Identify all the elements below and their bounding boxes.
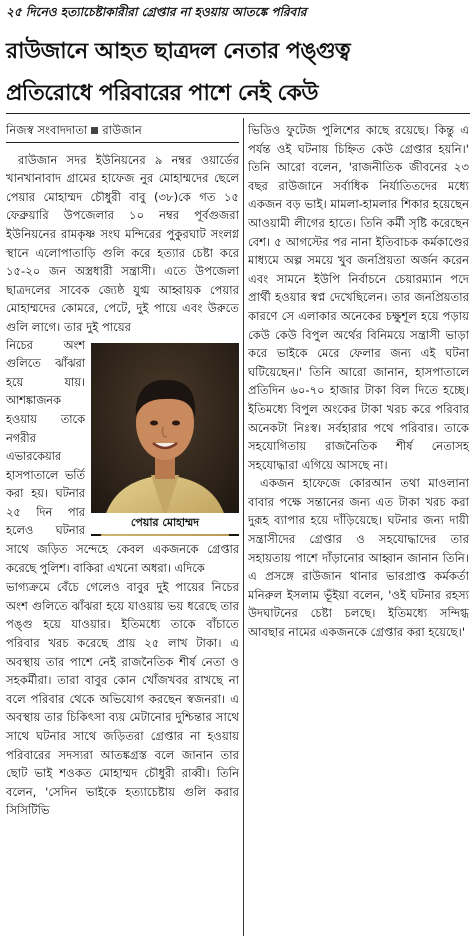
article-photo — [91, 343, 239, 536]
portrait-photo — [91, 343, 239, 536]
headline-line-2: প্রতিরোধে পরিবারের পাশে নেই কেউ — [6, 81, 318, 106]
byline — [6, 121, 239, 140]
column-divider — [243, 118, 244, 936]
byline-source: নিজস্ব সংবাদদাতা — [6, 123, 88, 137]
article-paragraph: ভিডিও ফুটেজ পুলিশের কাছে রয়েছে। কিন্তু এ পর্যন্ত ওই ঘটনায় চিহ্নিত কেউ গ্রেপ্তার হয়নি।' তিনি আরো বলেন, 'রাজনীতিক জীবনের ২৩ বছর রাউজানে সর্বাধিক নির্যাতিতদের মধ্যে একজন বড় ভাই। মামলা-হামলার শিকার হয়েছেন আওয়ামী লীগের হাতে। তিনি কর্মী সৃষ্টি করেছেন বেশ। ৫ আগস্টের পর নানা ইতিবাচক কর্মকাণ্ডের মাধ্যমে অল্প সময়ে খুব জনপ্রিয়তা অর্জন করেন এবং সামনে ইউপি নির্বাচনে চেয়ারম্যান পদে প্রার্থী হওয়ার স্বপ্ন দেখেছিলেন। তার জনপ্রিয়তার কারণে সে এলাকার অনেকের চক্ষুশূল হয়ে পড়ায় কেউ কেউ বিপুল অর্থের বিনিময়ে সন্ত্রাসী ভাড়া করে ভাইকে মেরে ফেলার জন্য এই ঘটনা ঘটিয়েছেন।' তিনি আরো জানান, হাসপাতালে প্রতিদিন ৬০-৭০ হাজার টাকা বিল দিতে হচ্ছে। ইতিমধ্যে বিপুল অংকের টাকা খরচ করে পরিবার অনেকটা নিঃস্ব। সর্বহারার পথে পরিবার। তাকে সহযোগিতায় রাজনৈতিক শীর্ষ নেতাসহ সহযোদ্ধারা এগিয়ে আসছে না। — [248, 123, 469, 472]
headline-line-1: রাউজানে আহত ছাত্রদল নেতার পঙ্গুত্ব — [6, 39, 351, 64]
article-paragraph: নিচের অংশ গুলিতে ঝাঁঝরা হয়ে যায়। আশঙ্কাজনক হওয়ায় তাকে নগরীর এভারকেয়ার হাসপাতালে ভর্তি করা হয়। ঘটনার ২৫ দিন পার হলেও ঘটনার সাথে জড়িত সন্দেহে কেবল একজনকে গ্রেপ্তার করেছে পুলিশ। বাকিরা এখনো অধরা। এদিকে — [6, 338, 239, 575]
article-column-right — [248, 121, 469, 642]
article-paragraph: একজন হাফেজে কোরআন তথা মাওলানা বাবার পক্ষে সন্তানের জন্য এত টাকা খরচ করা দুরূহ ব্যাপার হয়ে দাঁড়িয়েছে। ঘটনার জন্য দায়ী সন্ত্রাসীদের গ্রেপ্তার ও সহযোদ্ধাদের তার সহায়তায় পাশে দাঁড়ানোর আহ্বান জানান তিনি। এ প্রসঙ্গে রাউজান থানার ভারপ্রাপ্ত কর্মকর্তা মনিরুল ইসলাম ভূঁইয়া বলেন, 'ওই ঘটনার রহস্য উদঘাটনের চেষ্টা চলছে। ইতিমধ্যে সন্দিগ্ধ আবছার নামের একজনকে গ্রেপ্তার করা হয়েছে।' — [248, 476, 469, 640]
byline-divider — [6, 142, 239, 143]
byline-place: রাউজান — [102, 123, 142, 137]
byline-separator-square — [91, 127, 98, 134]
article-paragraph: ভাগ্যক্রমে বেঁচে গেলেও বাবুর দুই পায়ের নিচের অংশ গুলিতে ঝাঁঝরা হয়ে যাওয়ায় ভয় ধরেছে তার পঙ্গু হয়ে যাওয়ার। ইতিমধ্যে তাকে বাঁচাতে পরিবার খরচ করেছে প্রায় ২৫ লাখ টাকা। এ অবস্থায় তার পাশে নেই রাজনৈতিক শীর্ষ নেতা ও সহকর্মীরা। তারা বাবুর কোন খোঁজখবর রাখছে না বলে পরিবার থেকে অভিযোগ করছেন স্বজনরা। এ অবস্থায় তার চিকিৎসা ব্যয় মেটানোর দুশ্চিন্তার সাথে সাথে ঘটনার সাথে জড়িতরা গ্রেপ্তার না হওয়ায় পরিবারের সদস্যরা আতঙ্কগ্রস্ত বলে জানান তার ছোট ভাই শওকত মোহাম্মদ চৌধুরী রাব্বী। তিনি বলেন, 'সেদিন ভাইকে হত্যাচেষ্টায় গুলি করার সিসিটিভি — [6, 580, 239, 818]
article-text-block — [6, 151, 239, 820]
article-column-left — [6, 121, 239, 820]
article-paragraph: রাউজান সদর ইউনিয়নের ৯ নম্বর ওয়ার্ডের খানখানাবাদ গ্রামের হাফেজ নুর মোহাম্মদের ছেলে পেয়ার মোহাম্মদ চৌধুরী বাবু (৩৮)কে গত ১৫ ফেব্রুয়ারি উপজেলার ১০ নম্বর পূর্বগুজরা ইউনিয়নের রামকৃষ্ণ সংঘ মন্দিরের পুকুরঘাট সংলগ্ন স্থানে এলোপাতাড়ি গুলি করে হত্যার চেষ্টা করে ১৫-২০ জন অস্ত্রধারী সন্ত্রাসী। এতে উপজেলা ছাত্রদলের সাবেক জ্যেষ্ঠ যুগ্ম আহ্বায়ক পেয়ার মোহাম্মদের কোমরে, পেটে, দুই পায়ে এবং উরুতে গুলি লাগে। তার দুই পায়ের — [6, 152, 239, 334]
kicker-subheadline: ২৫ দিনেও হত্যাচেষ্টাকারীরা গ্রেপ্তার না হওয়ায় আতঙ্কে পরিবার — [6, 5, 307, 19]
photo-wrap-region — [6, 337, 239, 579]
photo-caption: পেয়ার মোহাম্মদ — [91, 513, 239, 534]
headline-divider — [6, 113, 470, 114]
